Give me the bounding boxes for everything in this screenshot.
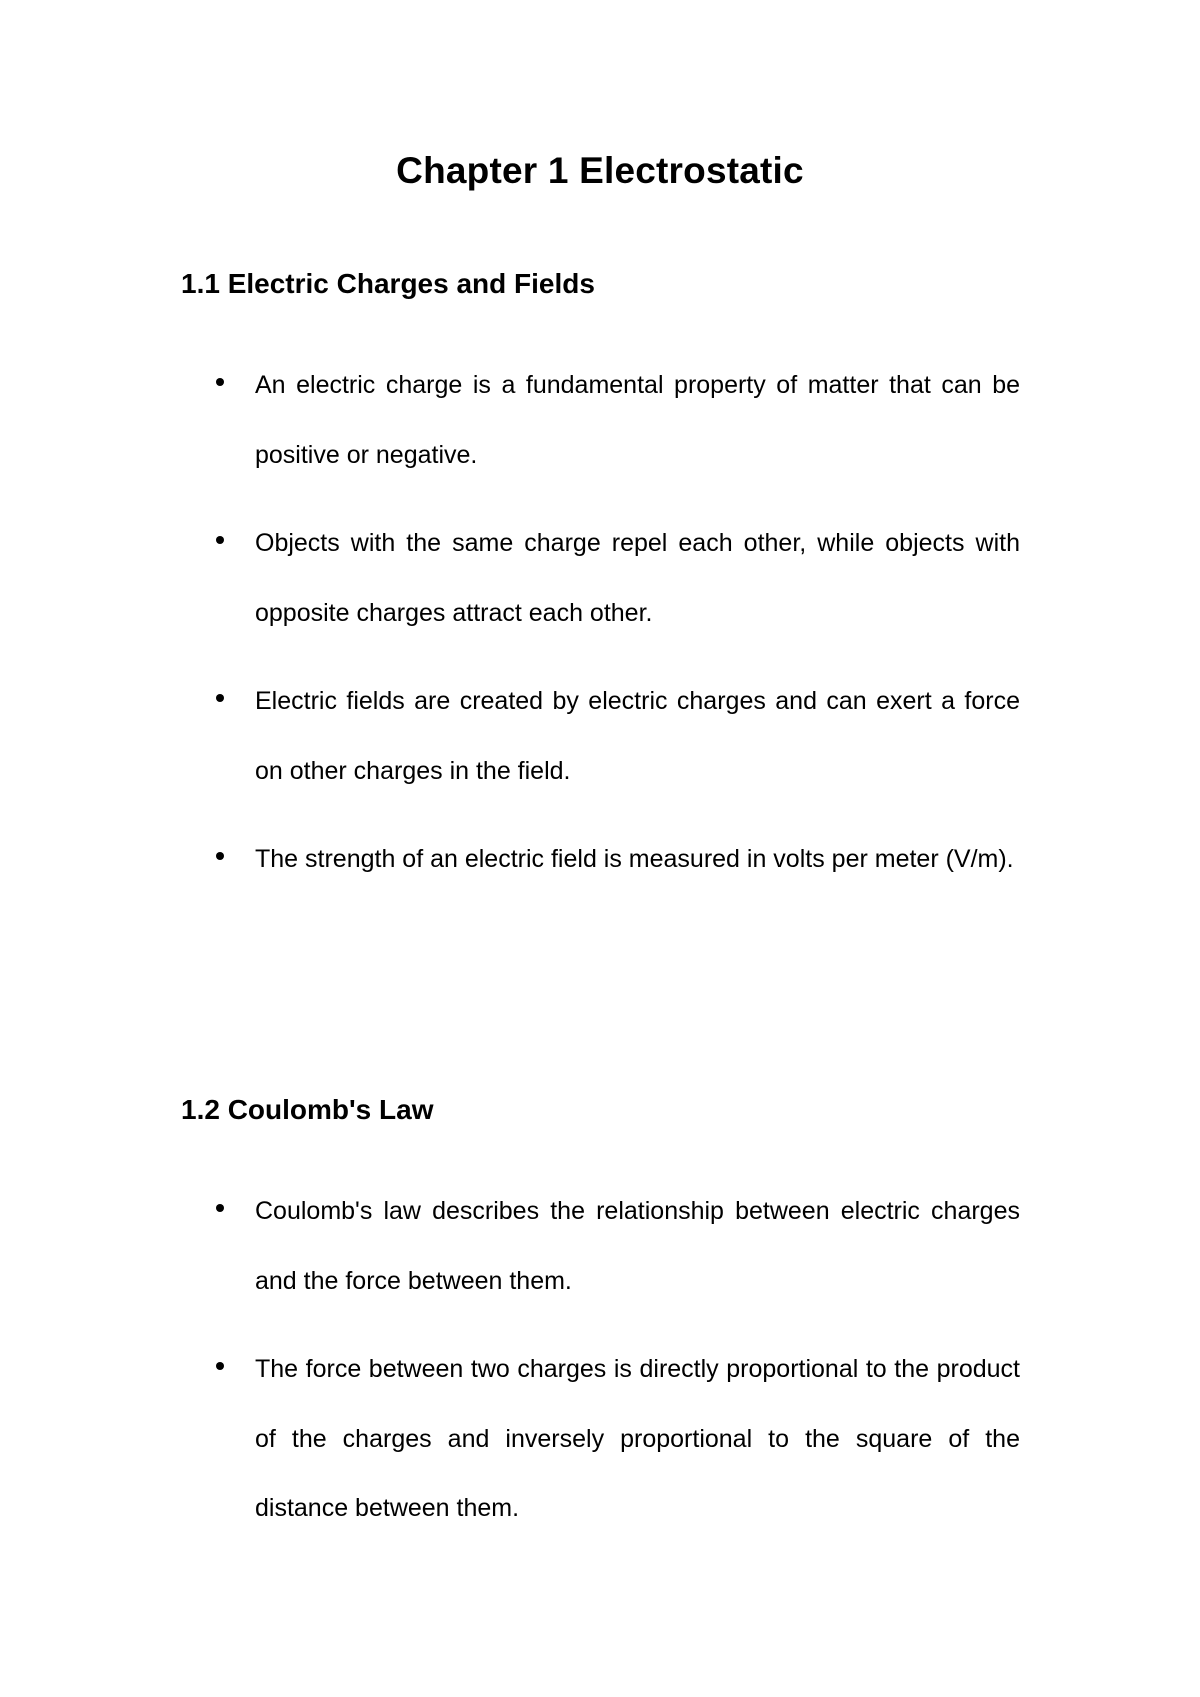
list-item xyxy=(0,1335,1200,1544)
list-item xyxy=(0,351,1200,490)
bullet-icon xyxy=(216,694,224,702)
list-item xyxy=(0,509,1200,648)
bullet-icon xyxy=(216,852,224,860)
bullet-icon xyxy=(216,378,224,386)
list-item xyxy=(0,1177,1200,1316)
bullet-text: An electric charge is a fundamental property of matter that can be positive or negative. xyxy=(255,371,1020,469)
page-title: Chapter 1 Electrostatic xyxy=(396,150,804,191)
section-heading-electric-charges: 1.1 Electric Charges and Fields xyxy=(181,268,595,299)
list-item xyxy=(0,825,1200,895)
bullet-text: The strength of an electric field is measured in volts per meter (V/m). xyxy=(255,845,1014,873)
bullet-icon xyxy=(216,536,224,544)
bullet-text: Objects with the same charge repel each other, while objects with opposite charges attract each other. xyxy=(255,529,1020,627)
bullet-icon xyxy=(216,1362,224,1370)
section-1-bullet-list xyxy=(0,351,1200,914)
list-item xyxy=(0,667,1200,806)
bullet-text: Electric fields are created by electric charges and can exert a force on other charges in the field. xyxy=(255,687,1020,785)
bullet-text: Coulomb's law describes the relationship between electric charges and the force between them. xyxy=(255,1197,1020,1295)
bullet-text: The force between two charges is directly proportional to the product of the charges and inversely proportional to the square of the distance between them. xyxy=(255,1355,1020,1522)
section-heading-coulombs-law: 1.2 Coulomb's Law xyxy=(181,1094,434,1125)
bullet-icon xyxy=(216,1204,224,1212)
section-2-bullet-list xyxy=(0,1177,1200,1563)
